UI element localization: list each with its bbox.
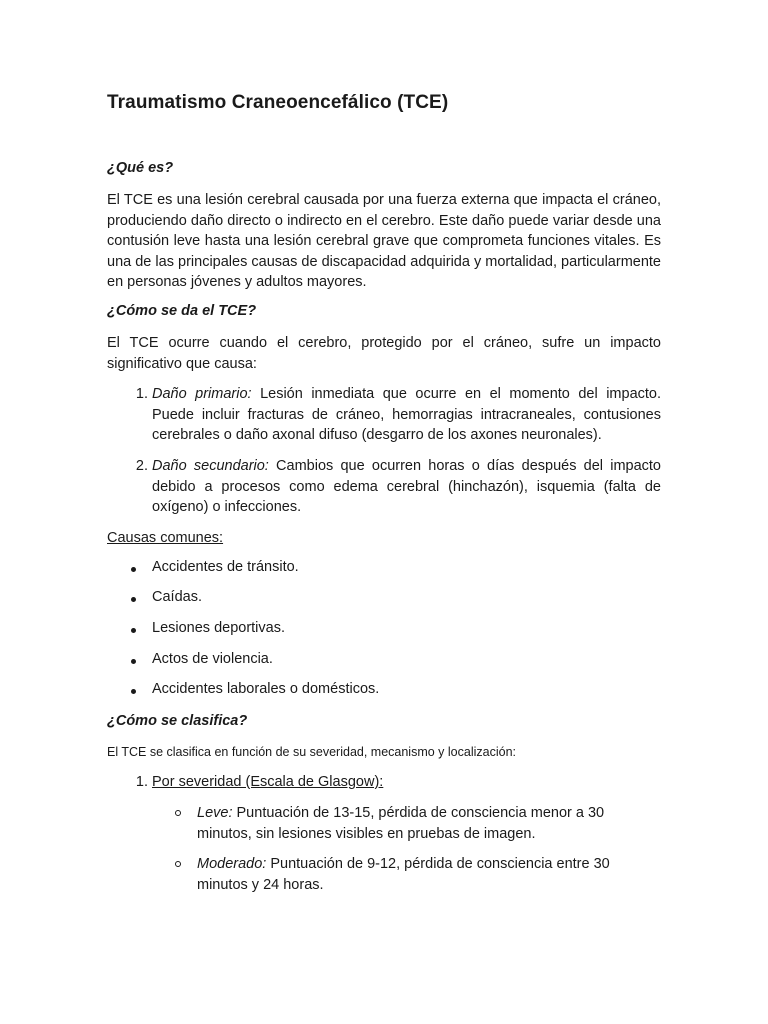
cause-item: Actos de violencia. — [152, 651, 273, 667]
list-number: 2. — [135, 458, 148, 474]
cause-item: Lesiones deportivas. — [152, 620, 285, 636]
list-item-term: Daño primario: — [152, 386, 252, 402]
paragraph-classify: El TCE se clasifica en función de su severidad, mecanismo y localización: — [107, 745, 516, 759]
cause-item: Accidentes laborales o domésticos. — [152, 681, 380, 697]
section-heading-causes: Causas comunes: — [107, 530, 224, 546]
bullet-icon — [131, 590, 139, 598]
cause-item: Caídas. — [152, 589, 202, 605]
sub-item-text: Puntuación de 13-15, pérdida de consciencia menor a 30 minutos, sin lesiones visibles en pruebas de imagen. — [197, 805, 605, 842]
bullet-icon — [131, 560, 139, 568]
bullet-icon — [131, 652, 139, 660]
bullet-icon — [131, 621, 139, 629]
list-item-severity — [135, 772, 661, 793]
list-item-text: Lesión inmediata que ocurre en el momento del impacto. Puede incluir fracturas de cráneo, hemorragias intracraneales, contusiones cerebrales o daño axonal difuso (desgarro de los axones neuronales). — [152, 386, 662, 443]
list-item-secondary-damage — [135, 456, 661, 518]
list-item-label: Por severidad (Escala de Glasgow): — [152, 774, 384, 790]
paragraph-how: El TCE ocurre cuando el cerebro, protegido por el cráneo, sufre un impacto significativo que causa: — [107, 335, 661, 372]
circle-bullet-icon — [175, 810, 181, 816]
sub-item-moderate — [197, 854, 617, 895]
circle-bullet-icon — [175, 861, 181, 867]
document-title: Traumatismo Craneoencefálico (TCE) — [107, 92, 449, 113]
bullet-icon — [131, 682, 139, 690]
list-item-primary-damage — [135, 384, 662, 446]
list-item-term: Daño secundario: — [152, 458, 269, 474]
section-heading-how: ¿Cómo se da el TCE? — [107, 303, 257, 319]
paragraph-what: El TCE es una lesión cerebral causada por una fuerza externa que impacta el cráneo, produciendo daño directo o indirecto en el cerebro. Este daño puede variar desde una contusión leve hasta una lesión cerebral grave que comprometa funciones vitales. Es una de las principales causas de discapacidad adquirida y mortalidad, particularmente en personas jóvenes y adultos mayores. — [107, 192, 661, 290]
sub-item-term: Leve: — [197, 805, 233, 821]
sub-item-mild — [197, 803, 617, 844]
list-number: 1. — [135, 386, 148, 402]
list-item-text: Cambios que ocurren horas o días después del impacto debido a procesos como edema cerebral (hinchazón), isquemia (falta de oxígeno) o infecciones. — [152, 458, 661, 515]
section-heading-what: ¿Qué es? — [107, 160, 174, 176]
cause-item: Accidentes de tránsito. — [152, 559, 299, 575]
sub-item-term: Moderado: — [197, 856, 267, 872]
section-heading-classify: ¿Cómo se clasifica? — [107, 713, 248, 729]
sub-item-text: Puntuación de 9-12, pérdida de consciencia entre 30 minutos y 24 horas. — [197, 856, 610, 893]
list-number: 1. — [135, 774, 148, 790]
